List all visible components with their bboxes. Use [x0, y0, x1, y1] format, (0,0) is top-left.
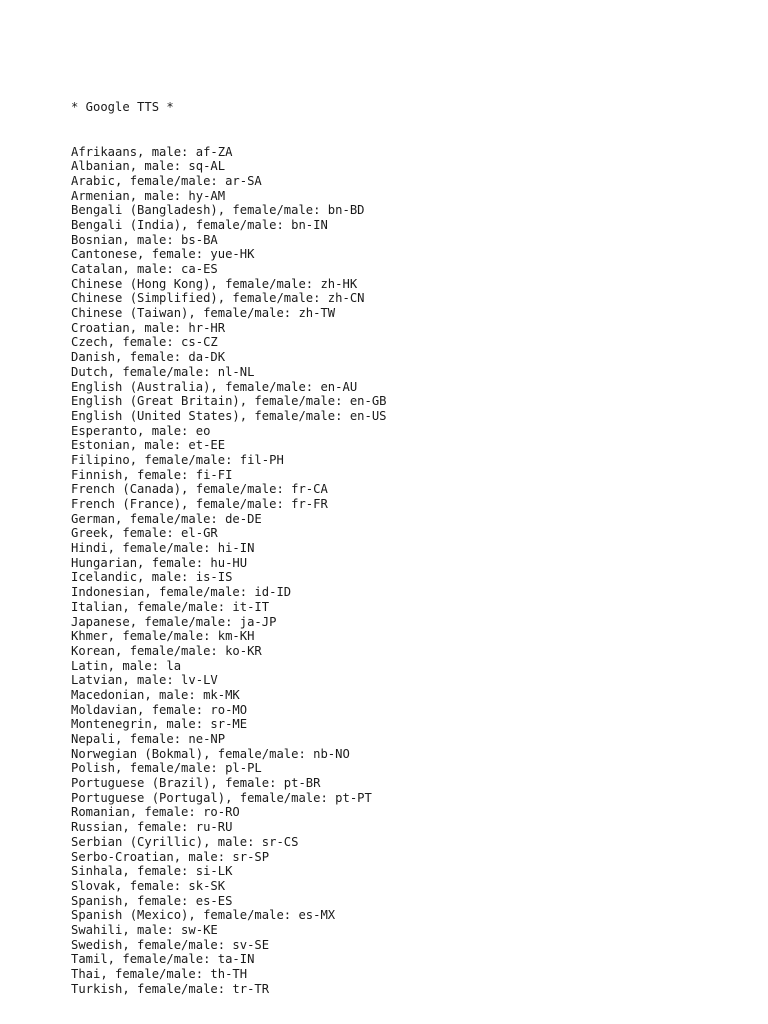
voice-list-item: Romanian, female: ro-RO [71, 805, 240, 820]
voice-list-item: English (Great Britain), female/male: en-GB [71, 394, 387, 409]
voice-list-item: Catalan, male: ca-ES [71, 262, 218, 276]
voice-list-item: Finnish, female: fi-FI [71, 467, 233, 482]
voice-list-item: Macedonian, male: mk-MK [71, 687, 240, 702]
voice-list-item: Cantonese, female: yue-HK [71, 247, 255, 262]
voice-list-item: Portuguese (Portugal), female/male: pt-PT [71, 790, 372, 805]
voice-list-item: Nepali, female: ne-NP [71, 732, 226, 746]
voice-list-item: Danish, female: da-DK [71, 350, 226, 365]
voice-list-item: Czech, female: cs-CZ [71, 335, 218, 350]
voice-list-item: French (France), female/male: fr-FR [71, 497, 328, 511]
voice-list-item: French (Canada), female/male: fr-CA [71, 482, 328, 497]
voice-list-item: Polish, female/male: pl-PL [71, 761, 262, 776]
voice-list-item: Swedish, female/male: sv-SE [71, 937, 270, 952]
voice-list-item: Tamil, female/male: ta-IN [71, 952, 255, 967]
voice-list-item: Swahili, male: sw-KE [71, 922, 218, 937]
voice-list-item: Slovak, female: sk-SK [71, 878, 226, 893]
voice-list-item: Moldavian, female: ro-MO [71, 702, 248, 717]
voice-list-item: Esperanto, male: eo [71, 423, 211, 438]
voice-list-item: Russian, female: ru-RU [71, 820, 233, 835]
voice-list-item: Korean, female/male: ko-KR [71, 643, 262, 658]
voice-list-item: Portuguese (Brazil), female: pt-BR [71, 776, 321, 791]
voice-list-item: Dutch, female/male: nl-NL [71, 364, 255, 379]
voice-list-item: Bengali (Bangladesh), female/male: bn-BD [71, 203, 365, 218]
voice-list-item: Hungarian, female: hu-HU [71, 555, 248, 570]
voice-list-item: Japanese, female/male: ja-JP [71, 614, 277, 629]
voice-list-item: Thai, female/male: th-TH [71, 967, 248, 981]
voice-list-item: Montenegrin, male: sr-ME [71, 717, 248, 732]
voice-list-item: English (United States), female/male: en-US [71, 408, 387, 423]
voice-list-item: Chinese (Taiwan), female/male: zh-TW [71, 306, 336, 321]
voice-list-item: Arabic, female/male: ar-SA [71, 173, 262, 188]
voice-list-item: Bengali (India), female/male: bn-IN [71, 217, 328, 232]
voice-list-item: Hindi, female/male: hi-IN [71, 541, 255, 556]
voice-list-item: Serbian (Cyrillic), male: sr-CS [71, 834, 299, 849]
voice-list-item: Croatian, male: hr-HR [71, 320, 226, 335]
document-page [71, 71, 751, 1011]
voice-list-item: Afrikaans, male: af-ZA [71, 144, 233, 159]
voice-list-item: Greek, female: el-GR [71, 526, 218, 541]
voice-list-item: Indonesian, female/male: id-ID [71, 585, 292, 600]
voice-list-item: Khmer, female/male: km-KH [71, 629, 255, 644]
voice-list-item: Serbo-Croatian, male: sr-SP [71, 849, 270, 864]
voice-list-item: Chinese (Hong Kong), female/male: zh-HK [71, 276, 358, 291]
voice-list-item: Latin, male: la [71, 658, 182, 673]
voice-list-item: Albanian, male: sq-AL [71, 159, 226, 174]
voice-list-item: Bosnian, male: bs-BA [71, 232, 218, 247]
voice-list-item: English (Australia), female/male: en-AU [71, 379, 358, 394]
voice-list-item: Chinese (Simplified), female/male: zh-CN [71, 291, 365, 306]
document-heading: * Google TTS * [71, 100, 174, 115]
voice-list-item: Italian, female/male: it-IT [71, 599, 270, 614]
voice-list [71, 145, 751, 997]
voice-list-item: Norwegian (Bokmal), female/male: nb-NO [71, 746, 350, 761]
voice-list-item: Filipino, female/male: fil-PH [71, 452, 284, 467]
voice-list-item: Spanish, female: es-ES [71, 893, 233, 908]
voice-list-item: Latvian, male: lv-LV [71, 673, 218, 688]
voice-list-item: Turkish, female/male: tr-TR [71, 981, 270, 996]
voice-list-item: Sinhala, female: si-LK [71, 864, 233, 879]
voice-list-item: Estonian, male: et-EE [71, 438, 226, 453]
voice-list-item: Armenian, male: hy-AM [71, 188, 226, 203]
voice-list-item: Spanish (Mexico), female/male: es-MX [71, 908, 336, 923]
voice-list-item: Icelandic, male: is-IS [71, 570, 233, 585]
voice-list-item: German, female/male: de-DE [71, 511, 262, 526]
